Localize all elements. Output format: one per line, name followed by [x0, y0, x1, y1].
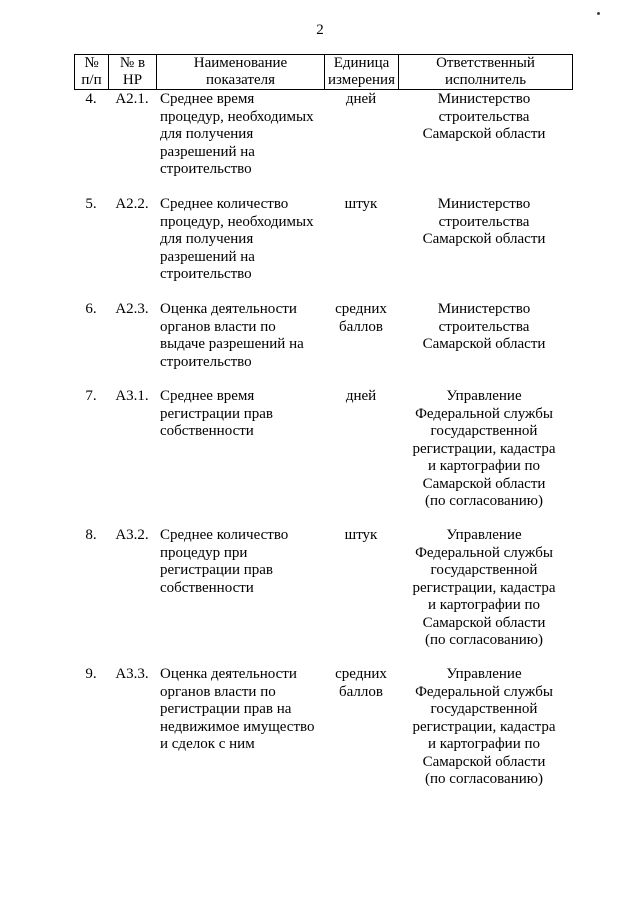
- row-indicator-name-line: Среднее время: [160, 91, 255, 107]
- scan-dot-mark: [597, 12, 600, 15]
- row-executor-line: и картографии по: [427, 458, 541, 474]
- row-code: А2.1.: [115, 91, 149, 107]
- row-executor-line: строительства: [438, 213, 530, 230]
- row-executor-line: Министерство: [437, 91, 531, 107]
- row-indicator-name-line: собственности: [160, 423, 254, 439]
- row-indicator-name: [156, 388, 324, 511]
- row-code: А2.3.: [115, 301, 149, 317]
- row-executor-line: регистрации, кадастра: [412, 440, 556, 457]
- row-executor-line: (по согласованию): [425, 493, 543, 509]
- row-number: 4.: [85, 91, 97, 107]
- row-executor-line: Самарской области: [422, 753, 546, 770]
- row-unit-line: средних: [335, 301, 387, 317]
- row-executor-line: Самарской области: [422, 126, 546, 142]
- row-indicator-name-line: органов власти по: [160, 683, 276, 700]
- row-executor-line: и картографии по: [427, 736, 541, 752]
- row-unit-line: штук: [344, 527, 378, 543]
- row-executor: [398, 388, 570, 511]
- row-indicator-name-line: органов власти по: [160, 318, 276, 335]
- row-unit: [324, 196, 398, 284]
- row-indicator-name-line: Среднее время: [160, 388, 255, 404]
- row-number: 5.: [85, 196, 97, 212]
- row-unit-line: дней: [345, 388, 377, 404]
- row-executor-line: государственной: [430, 701, 538, 717]
- row-indicator-name-line: регистрации прав: [160, 405, 273, 422]
- row-unit-line: штук: [344, 196, 378, 212]
- row-unit-line: баллов: [339, 683, 383, 700]
- row-unit-line: дней: [345, 91, 377, 107]
- row-indicator-name-line: и сделок с ним: [160, 736, 255, 752]
- row-executor-line: и картографии по: [427, 597, 541, 613]
- row-indicator-name-line: строительство: [160, 266, 252, 282]
- row-code: А3.3.: [115, 666, 149, 682]
- row-executor-line: Министерство: [437, 301, 531, 317]
- header-exec: Ответственный исполнитель: [399, 55, 573, 90]
- row-indicator-name-line: процедур, необходимых: [160, 213, 314, 230]
- table-row: [74, 388, 570, 511]
- row-indicator-name-line: Оценка деятельности: [160, 666, 297, 682]
- row-executor-line: Министерство: [437, 196, 531, 212]
- row-executor: [398, 301, 570, 371]
- header-num: № п/п: [75, 55, 109, 90]
- row-executor-line: Федеральной службы: [415, 405, 553, 422]
- row-executor-line: Федеральной службы: [415, 683, 553, 700]
- row-executor-line: государственной: [430, 423, 538, 439]
- row-code: А3.1.: [115, 388, 149, 404]
- row-unit: [324, 527, 398, 650]
- row-unit: [324, 301, 398, 371]
- table-row: [74, 301, 570, 371]
- row-executor-line: Самарской области: [422, 614, 546, 631]
- row-indicator-name: [156, 666, 324, 789]
- row-executor-line: (по согласованию): [425, 771, 543, 787]
- table-row: [74, 196, 570, 284]
- row-indicator-name-line: строительство: [160, 353, 252, 370]
- row-unit: [324, 91, 398, 179]
- row-indicator-name-line: регистрации прав: [160, 562, 273, 578]
- row-executor-line: Самарской области: [422, 336, 546, 352]
- row-indicator-name-line: для получения: [160, 231, 254, 247]
- row-executor: [398, 91, 570, 179]
- row-indicator-name-line: разрешений на: [160, 143, 255, 160]
- row-indicator-name: [156, 527, 324, 650]
- row-indicator-name-line: Среднее количество: [160, 196, 289, 212]
- row-indicator-name-line: Оценка деятельности: [160, 301, 297, 317]
- table-row: [74, 666, 570, 789]
- page-number: 2: [316, 22, 324, 38]
- row-number: 7.: [85, 388, 97, 404]
- row-number: 8.: [85, 527, 97, 543]
- row-code: А3.2.: [115, 527, 149, 543]
- row-code: А2.2.: [115, 196, 149, 212]
- row-indicator-name: [156, 196, 324, 284]
- header-name: Наименование показателя: [157, 55, 325, 90]
- row-number: 9.: [85, 666, 97, 682]
- row-unit: [324, 388, 398, 511]
- row-indicator-name: [156, 91, 324, 179]
- row-indicator-name-line: Среднее количество: [160, 527, 289, 543]
- row-executor-line: регистрации, кадастра: [412, 718, 556, 735]
- header-unit: Единица измерения: [325, 55, 399, 90]
- row-executor: [398, 666, 570, 789]
- row-unit: [324, 666, 398, 789]
- row-indicator-name-line: разрешений на: [160, 248, 255, 265]
- row-indicator-name-line: собственности: [160, 579, 254, 596]
- row-executor: [398, 527, 570, 650]
- row-indicator-name-line: выдаче разрешений на: [160, 336, 304, 352]
- table-header: [74, 54, 572, 90]
- row-unit-line: баллов: [339, 318, 383, 335]
- row-executor: [398, 196, 570, 284]
- row-number: 6.: [85, 301, 97, 317]
- row-executor-line: Управление: [446, 666, 522, 682]
- row-indicator-name-line: для получения: [160, 126, 254, 142]
- row-indicator-name-line: процедур при: [160, 544, 248, 561]
- row-executor-line: Самарской области: [422, 231, 546, 247]
- row-executor-line: государственной: [430, 562, 538, 578]
- row-executor-line: строительства: [438, 318, 530, 335]
- table-row: [74, 527, 570, 650]
- row-executor-line: Управление: [446, 388, 522, 404]
- header-nr: № в НР: [109, 55, 157, 90]
- row-indicator-name-line: строительство: [160, 161, 252, 177]
- row-executor-line: регистрации, кадастра: [412, 579, 556, 596]
- row-indicator-name-line: недвижимое имущество: [160, 718, 315, 735]
- row-executor-line: Управление: [446, 527, 522, 543]
- row-indicator-name-line: регистрации прав на: [160, 701, 292, 717]
- table-row: [74, 91, 570, 179]
- row-indicator-name-line: процедур, необходимых: [160, 108, 314, 125]
- row-unit-line: средних: [335, 666, 387, 682]
- row-executor-line: Самарской области: [422, 475, 546, 492]
- row-executor-line: строительства: [438, 108, 530, 125]
- row-indicator-name: [156, 301, 324, 371]
- row-executor-line: (по согласованию): [425, 632, 543, 648]
- row-executor-line: Федеральной службы: [415, 544, 553, 561]
